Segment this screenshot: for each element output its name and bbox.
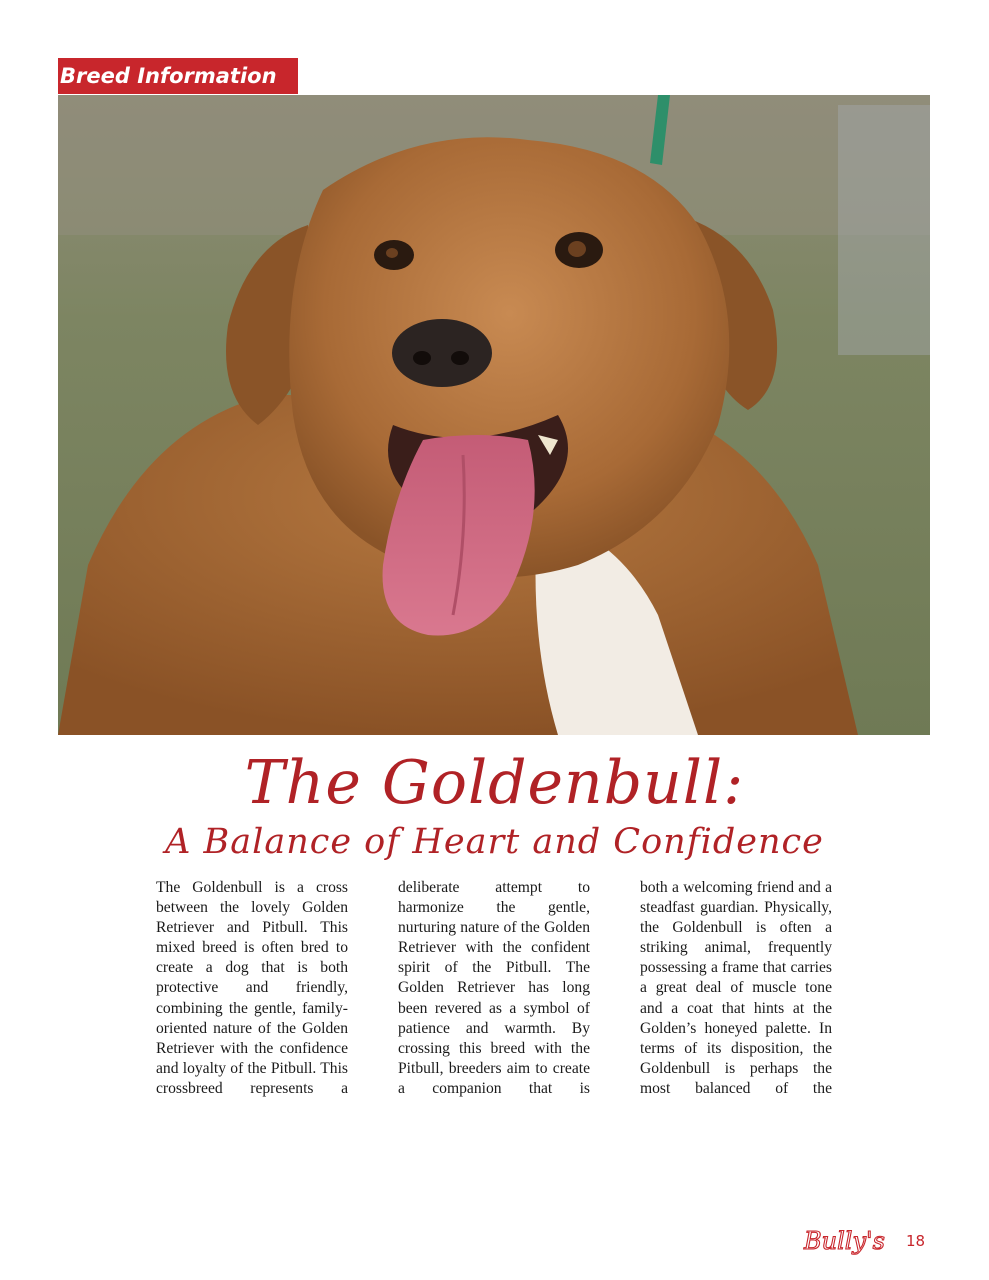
page-number: 18 (906, 1232, 926, 1250)
magazine-logo-text: Bully's (804, 1227, 885, 1255)
hero-dog-photo (58, 95, 930, 735)
dog-illustration (58, 95, 930, 735)
article-subtitle: A Balance of Heart and Confidence (165, 822, 824, 862)
article-column-2: deliberate attempt to harmonize the gentle, nurturing nature of the Golden Retriever with the confident spirit of the Pitbull. The Golden Retriever has long been revered as a symbol of patience and warmth. By crossing this breed with the Pitbull, breeders aim to create a companion that is (398, 879, 590, 1097)
article-column-3: both a welcoming friend and a steadfast guardian. Physically, the Goldenbull is often a striking animal, frequently possessing a frame that carries a great deal of muscle tone and a coat that hints at the Golden’s honeyed palette. In terms of its disposition, the Goldenbull is perhaps the most balanced of the (640, 879, 832, 1097)
article-column-1: The Goldenbull is a cross between the lovely Golden Retriever and Pitbull. This mixed breed is often bred to create a dog that is both protective and friendly, combining the gentle, family-oriented nature of the Golden Retriever with the confidence and loyalty of the Pitbull. This crossbreed represents a (156, 879, 348, 1097)
magazine-logo (802, 1222, 886, 1258)
section-label: Breed Information (58, 58, 298, 94)
article-title: The Goldenbull: (244, 748, 745, 818)
